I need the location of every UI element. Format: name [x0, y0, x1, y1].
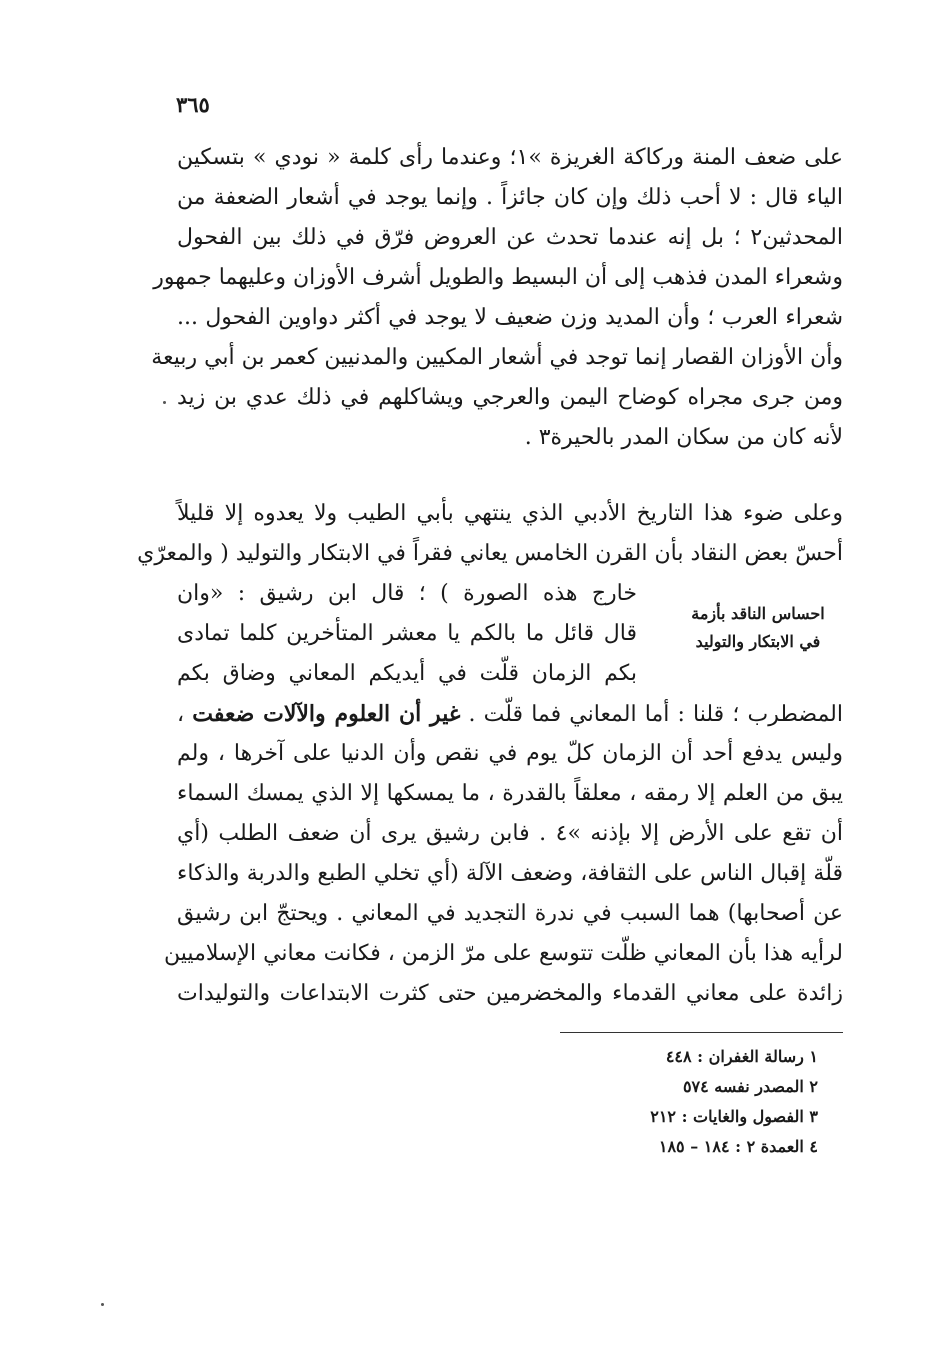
page-number: ٣٦٥: [176, 92, 210, 117]
scan-speck: [163, 401, 166, 404]
footnote: ٣ الفصول والغايات : ٢١٢: [650, 1107, 818, 1126]
text-line: وعلى ضوء هذا التاريخ الأدبي الذي ينتهي بأبي الطيب ولا يعدوه إلا قليلاً: [177, 501, 843, 526]
text-line: شعراء العرب ؛ وأن المديد وزن ضعيف لا يوجد في أكثر دواوين الفحول ...: [177, 305, 843, 330]
footnote-separator: [560, 1032, 843, 1033]
text-line: لرأيه هذا بأن المعاني ظلّت تتوسع على مرّ الزمن ، فكانت معاني الإسلاميين: [164, 941, 843, 966]
scan-speck: [101, 1303, 104, 1306]
text-line: زائدة على معاني القدماء والمخضرمين حتى كثرت الابتداعات والتوليدات: [177, 981, 843, 1006]
text-line: ومن جرى مجراه كوضاح اليمن والعرجي ويشاكلهم في ذلك عدي بن زيد: [177, 385, 843, 410]
text-line-with-emphasis: [177, 694, 843, 734]
bold-phrase: غير أن العلوم والآلات ضعفت: [192, 701, 461, 727]
margin-note: [673, 600, 843, 656]
text-line: لأنه كان من سكان المدر بالحيرة٣ .: [524, 425, 843, 450]
text-line: بكم الزمان قلّت في أيديكم المعاني وضاق بكم: [177, 661, 637, 686]
text-line: يبق من العلم إلا رمقه ، معلقاً بالقدرة ، ما يمسكها إلا الذي يمسك السماء: [177, 781, 843, 806]
text-line: على ضعف المنة وركاكة الغريزة »١؛ وعندما رأى كلمة « نودي » بتسكين: [177, 145, 843, 170]
text-segment: المضطرب ؛ قلنا : أما المعاني فما قلّت .: [468, 702, 843, 727]
text-line: وأن الأوزان القصار إنما توجد في أشعار المكيين والمدنيين كعمر بن أبي ربيعة: [151, 345, 843, 370]
text-line: خارج هذه الصورة ) ؛ قال ابن رشيق : «وان: [177, 581, 637, 606]
text-line: وليس يدفع أحد أن الزمان كلّ يوم في نقص وأن الدنيا على آخرها ، ولم: [177, 741, 843, 766]
text-line: الياء قال : لا أحب ذلك وإن كان جائزاً . وإنما يوجد في أشعار الضعفة من: [177, 185, 843, 210]
text-line: قال قائل ما بالكم يا معشر المتأخرين كلما تمادى: [177, 621, 637, 646]
text-segment: ،: [177, 702, 185, 727]
text-line: قلّة إقبال الناس على الثقافة، وضعف الآلة (أي تخلي الطبع والدربة والذكاء: [177, 861, 843, 886]
text-line: وشعراء المدن فذهب إلى أن البسيط والطويل أشرف الأوزان وعليهما جمهور: [153, 265, 843, 290]
footnote: ٤ العمدة ٢ : ١٨٤ – ١٨٥: [658, 1137, 818, 1156]
text-line: أحسّ بعض النقاد بأن القرن الخامس يعاني فقراً في الابتكار والتوليد ( والمعرّي: [137, 541, 843, 566]
margin-note-line: في الابتكار والتوليد: [695, 632, 821, 651]
margin-note-line: احساس الناقد بأزمة: [691, 604, 825, 623]
footnote: ١ رسالة الغفران : ٤٤٨: [665, 1047, 818, 1066]
text-line: عن أصحابها) هما السبب في ندرة التجديد في المعاني . ويحتجّ ابن رشيق: [177, 901, 843, 926]
text-line: أن تقع على الأرض إلا بإذنه »٤ . فابن رشيق يرى أن ضعف الطلب (أي: [177, 821, 843, 846]
footnote: ٢ المصدر نفسه ٥٧٤: [682, 1077, 818, 1096]
text-line: المحدثين٢ ؛ بل إنه عندما تحدث عن العروض فرّق في ذلك بين الفحول: [177, 225, 843, 250]
